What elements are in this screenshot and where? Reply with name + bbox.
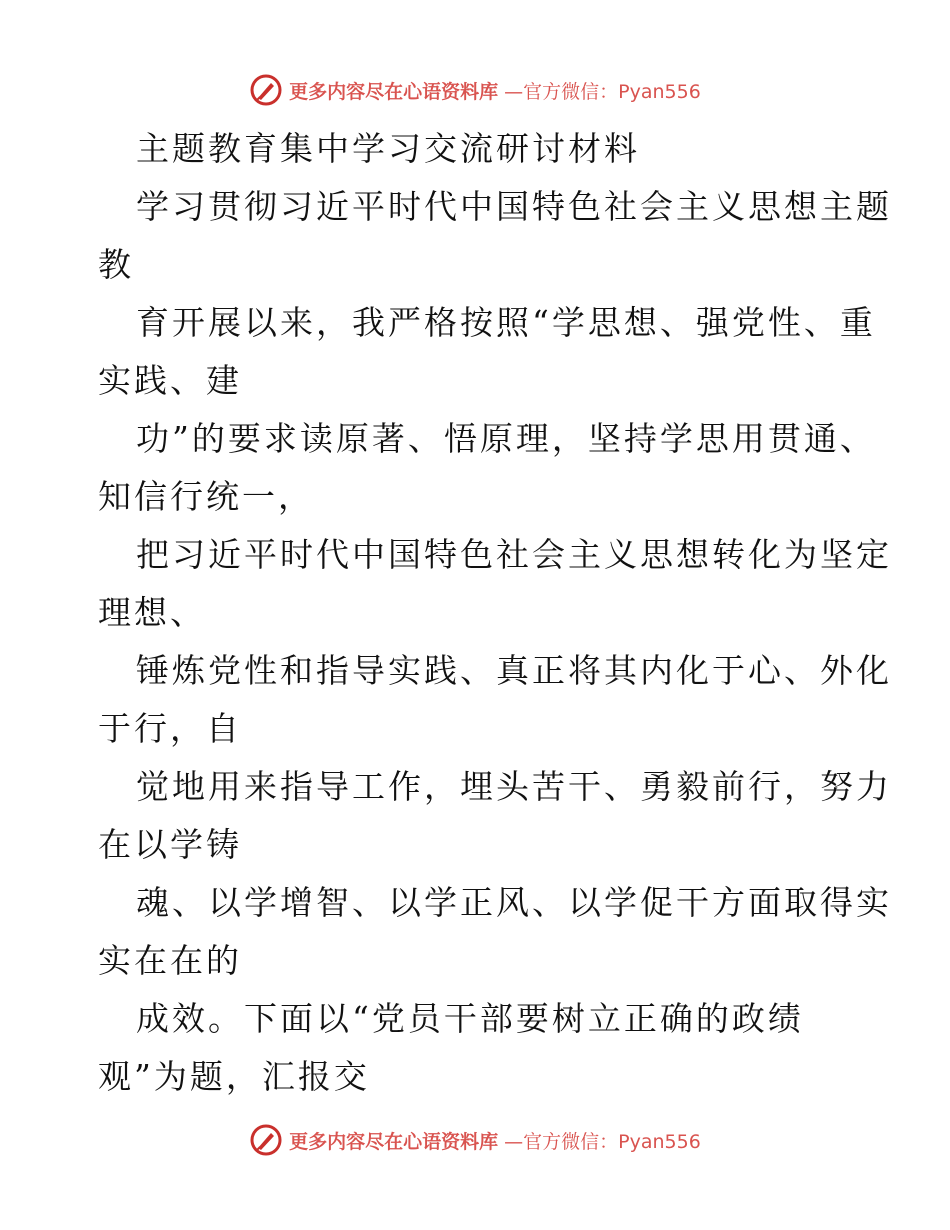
text-line: 理想、 [98, 593, 206, 632]
watermark-sub-text: —官方微信：Pyan556 [504, 80, 701, 103]
text-line: 把习近平时代中国特色社会主义思想转化为坚定 [136, 535, 892, 574]
text-line: 在以学铸 [98, 825, 242, 864]
text-line: 功”的要求读原著、悟原理，坚持学思用贯通、 [136, 419, 876, 458]
text-line: 实在在的 [98, 941, 242, 980]
text-line: 实践、建 [98, 361, 242, 400]
document-title: 主题教育集中学习交流研讨材料 [136, 129, 640, 168]
text-line: 锤炼党性和指导实践、真正将其内化于心、外化 [136, 651, 892, 690]
watermark-sub-text: —官方微信：Pyan556 [504, 1130, 701, 1153]
watermark-main-text: 更多内容尽在心语资料库 [289, 80, 499, 103]
footer-watermark [0, 1120, 950, 1160]
text-line: 教 [98, 245, 134, 284]
pen-logo-icon [249, 1123, 283, 1157]
text-line: 成效。下面以“党员干部要树立正确的政绩 [136, 999, 804, 1038]
text-line: 观”为题，汇报交 [98, 1057, 370, 1096]
text-line: 育开展以来，我严格按照“学思想、强党性、重 [136, 303, 876, 342]
watermark-main-text: 更多内容尽在心语资料库 [289, 1130, 499, 1153]
text-line: 魂、以学增智、以学正风、以学促干方面取得实 [136, 883, 892, 922]
header-watermark [0, 70, 950, 110]
text-line: 知信行统一， [98, 477, 314, 516]
text-line: 学习贯彻习近平时代中国特色社会主义思想主题 [136, 187, 892, 226]
document-body [98, 120, 892, 1106]
text-line: 觉地用来指导工作，埋头苦干、勇毅前行，努力 [136, 767, 892, 806]
text-line: 于行，自 [98, 709, 242, 748]
pen-logo-icon [249, 73, 283, 107]
